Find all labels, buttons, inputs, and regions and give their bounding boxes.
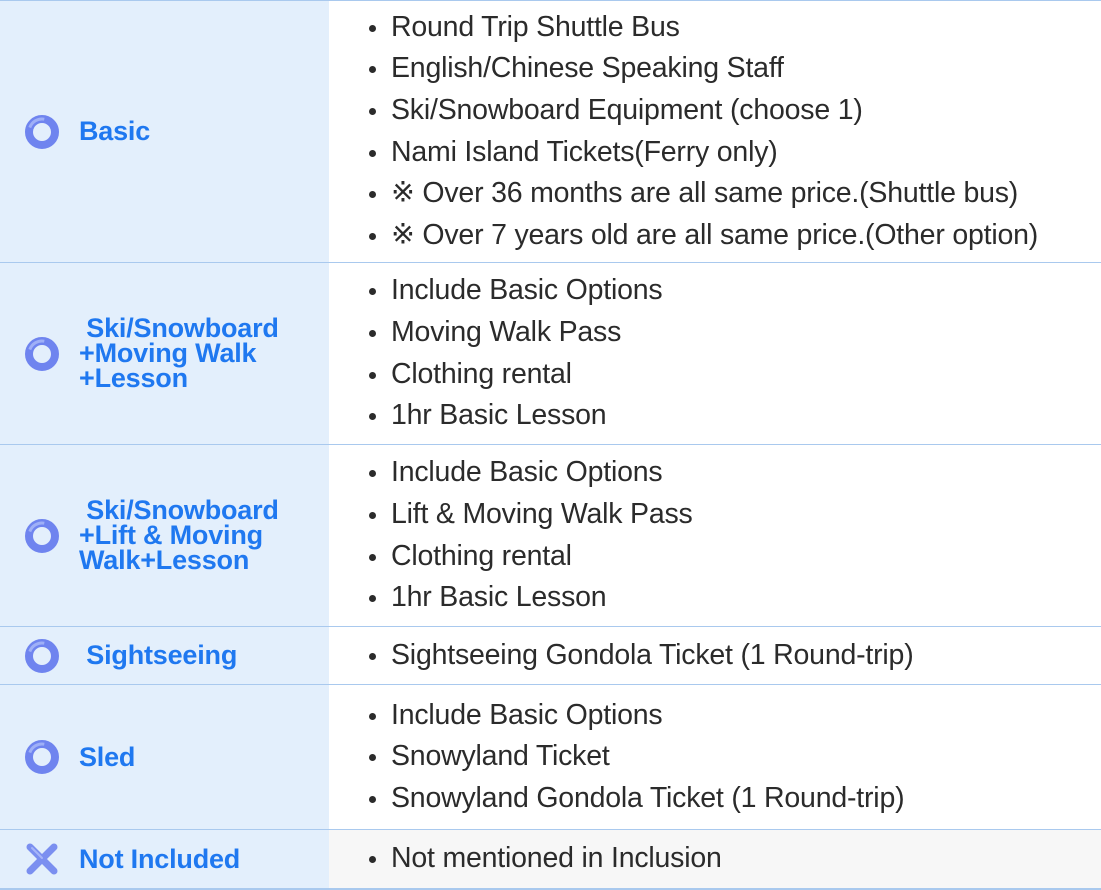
row-label-cell [0,1,329,262]
row-label-cell [0,263,329,444]
table-row [0,627,1101,685]
list-item: Ski/Snowboard Equipment (choose 1) [369,90,1038,132]
row-label-cell [0,627,329,684]
ring-icon [22,516,62,556]
row-label: Basic [79,116,151,146]
inclusion-list [329,270,662,436]
row-items-cell [329,627,1101,684]
row-label: Ski/Snowboard +Moving Walk +Lesson [79,313,279,393]
list-item: Include Basic Options [369,452,693,494]
row-items-cell [329,445,1101,626]
table-row [0,1,1101,263]
list-item: Not mentioned in Inclusion [369,838,722,880]
inclusion-list [329,838,722,880]
x-icon [22,839,62,879]
inclusion-list [329,695,904,820]
row-label: Sled [79,741,136,772]
row-items-cell [329,830,1101,888]
row-items-cell [329,685,1101,829]
table-row [0,685,1101,830]
list-item: Snowyland Gondola Ticket (1 Round-trip) [369,778,904,820]
row-label-cell [0,830,329,888]
list-item: Include Basic Options [369,270,662,312]
list-item: ※ Over 36 months are all same price.(Shuttle bus) [369,173,1038,215]
ring-icon [22,737,62,777]
list-item: ※ Over 7 years old are all same price.(Other option) [369,215,1038,257]
table-row [0,263,1101,445]
list-item: 1hr Basic Lesson [369,395,662,437]
inclusion-list [329,452,693,618]
list-item: Nami Island Tickets(Ferry only) [369,132,1038,174]
list-item: English/Chinese Speaking Staff [369,48,1038,90]
row-label: Ski/Snowboard +Lift & Moving Walk+Lesson [79,495,279,575]
row-items-cell [329,1,1101,262]
row-label-cell [0,445,329,626]
inclusion-list [329,635,914,677]
ring-icon [22,112,62,152]
list-item: Snowyland Ticket [369,736,904,778]
row-items-cell [329,263,1101,444]
list-item: Round Trip Shuttle Bus [369,7,1038,49]
ring-icon [22,636,62,676]
list-item: Clothing rental [369,536,693,578]
row-label: Sightseeing [79,640,238,670]
table-row [0,445,1101,627]
list-item: Moving Walk Pass [369,312,662,354]
list-item: Clothing rental [369,354,662,396]
list-item: 1hr Basic Lesson [369,577,693,619]
list-item: Lift & Moving Walk Pass [369,494,693,536]
row-label-cell [0,685,329,829]
list-item: Include Basic Options [369,695,904,737]
inclusion-list [329,7,1038,257]
ring-icon [22,334,62,374]
list-item: Sightseeing Gondola Ticket (1 Round-trip) [369,635,914,677]
table-row [0,830,1101,890]
row-label: Not Included [79,843,241,874]
